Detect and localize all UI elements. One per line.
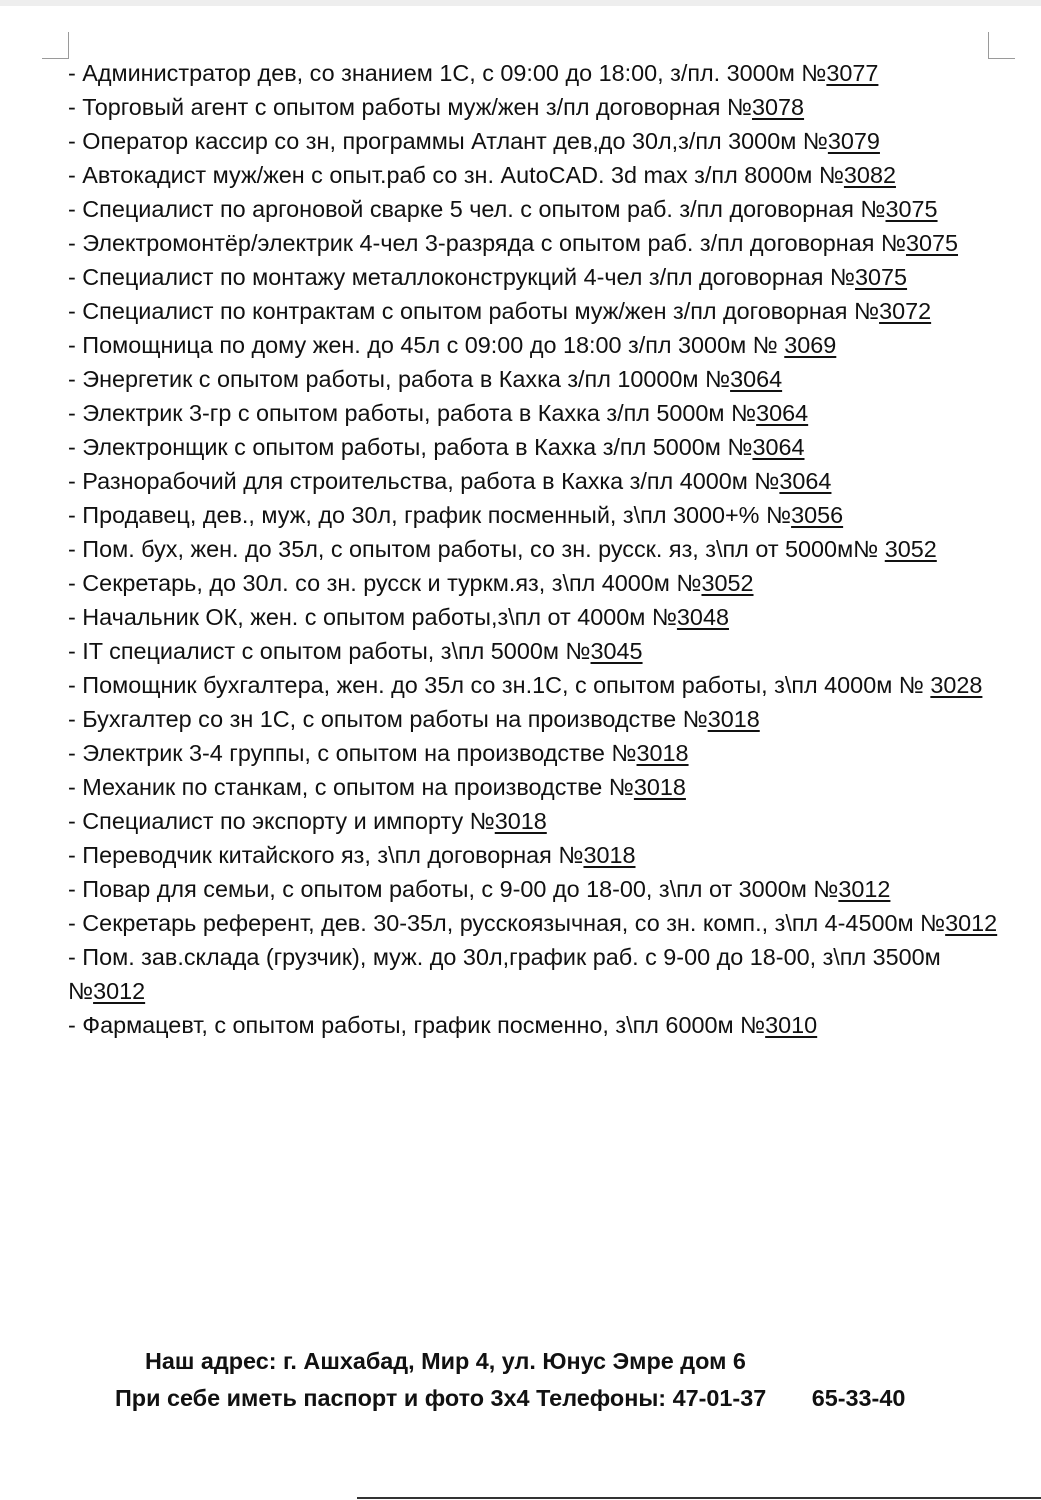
vacancy-number: 3052 — [884, 536, 937, 562]
vacancy-number: 3056 — [791, 502, 844, 528]
vacancy-number: 3064 — [756, 400, 809, 426]
vacancy-number: 3064 — [730, 366, 783, 392]
vacancy-number: 3048 — [676, 604, 729, 630]
vacancy-number: 3075 — [905, 230, 959, 256]
vacancy-text: - Механик по станкам, с опытом на производстве № — [68, 774, 634, 800]
vacancy-text: - Секретарь референт, дев. 30-35л, русскоязычная, со зн. комп., з\пл 4-4500м № — [68, 910, 946, 936]
vacancy-item — [68, 668, 998, 702]
vacancy-text: - Пом. зав.склада (грузчик), муж. до 30л,график раб. с 9-00 до 18-00, з\пл 3500м № — [68, 944, 941, 1004]
vacancy-text: - IT специалист с опытом работы, з\пл 5000м № — [68, 638, 591, 664]
vacancy-text: - Фармацевт, с опытом работы, график посменно, з\пл 6000м № — [68, 1012, 766, 1038]
top-strip — [0, 0, 1041, 6]
vacancy-text: - Администратор дев, со знанием 1С, с 09:00 до 18:00, з/пл. 3000м № — [68, 60, 827, 86]
vacancy-number: 3069 — [784, 332, 837, 358]
vacancy-number: 3012 — [945, 910, 998, 936]
vacancy-item — [68, 1008, 998, 1042]
vacancy-text: - Секретарь, до 30л. со зн. русск и туркм.яз, з\пл 4000м № — [68, 570, 702, 596]
vacancy-item — [68, 226, 998, 260]
vacancy-text: - Пом. бух, жен. до 35л, с опытом работы, со зн. русск. яз, з\пл от 5000м№ — [68, 536, 885, 562]
vacancy-text: - Переводчик китайского яз, з\пл договорная № — [68, 842, 584, 868]
vacancy-item — [68, 906, 998, 940]
vacancy-item — [68, 872, 998, 906]
vacancy-text: - Оператор кассир со зн, программы Атлант дев,до 30л,з/пл 3000м № — [68, 128, 828, 154]
address-line: Наш адрес: г. Ашхабад, Мир 4, ул. Юнус Эмре дом 6 — [145, 1348, 746, 1374]
vacancy-number: 3064 — [752, 434, 805, 460]
vacancy-number: 3052 — [701, 570, 754, 596]
vacancy-text: - Специалист по аргоновой сварке 5 чел. с опытом раб. з/пл договорная № — [68, 196, 886, 222]
vacancy-item — [68, 566, 998, 600]
vacancy-item — [68, 940, 998, 1008]
vacancy-item — [68, 532, 998, 566]
vacancy-text: - Специалист по монтажу металлоконструкций 4-чел з/пл договорная № — [68, 264, 856, 290]
vacancy-number: 3012 — [93, 978, 146, 1004]
vacancy-text: - Разнорабочий для строительства, работа в Кахка з/пл 4000м № — [68, 468, 780, 494]
vacancy-text: - Энергетик с опытом работы, работа в Кахка з/пл 10000м № — [68, 366, 731, 392]
vacancy-item — [68, 124, 998, 158]
vacancy-text: - Электрик 3-4 группы, с опытом на производстве № — [68, 740, 637, 766]
vacancy-item — [68, 430, 998, 464]
vacancy-text: - Помощница по дому жен. до 45л с 09:00 до 18:00 з/пл 3000м № — [68, 332, 785, 358]
vacancy-number: 3079 — [827, 128, 880, 154]
vacancy-number: 3012 — [838, 876, 891, 902]
vacancy-text: - Электромонтёр/электрик 4-чел 3-разряда с опытом раб. з/пл договорная № — [68, 230, 906, 256]
vacancy-item — [68, 260, 998, 294]
vacancy-number: 3072 — [879, 298, 932, 324]
vacancy-number: 3018 — [636, 740, 689, 766]
vacancy-item — [68, 804, 998, 838]
vacancy-item — [68, 634, 998, 668]
vacancy-number: 3028 — [930, 672, 983, 698]
vacancy-item — [68, 770, 998, 804]
vacancy-item — [68, 294, 998, 328]
vacancy-item — [68, 600, 998, 634]
vacancy-number: 3082 — [843, 162, 896, 188]
vacancy-text: - Электрик 3-гр с опытом работы, работа в Кахка з/пл 5000м № — [68, 400, 757, 426]
vacancy-text: - Специалист по контрактам с опытом работы муж/жен з/пл договорная № — [68, 298, 880, 324]
phone-number-1: 47-01-37 — [672, 1385, 767, 1411]
margin-corner-mark-right — [988, 32, 1015, 59]
vacancy-text: - Специалист по экспорту и импорту № — [68, 808, 495, 834]
vacancy-number: 3018 — [707, 706, 760, 732]
vacancy-number: 3075 — [885, 196, 938, 222]
vacancy-text: - Торговый агент с опытом работы муж/жен з/пл договорная № — [68, 94, 753, 120]
vacancy-item — [68, 702, 998, 736]
vacancy-item — [68, 90, 998, 124]
vacancy-number: 3018 — [633, 774, 686, 800]
phones-label: Телефоны: — [536, 1385, 667, 1411]
vacancy-item — [68, 396, 998, 430]
vacancy-item — [68, 498, 998, 532]
vacancy-item — [68, 464, 998, 498]
vacancy-text: - Помощник бухгалтера, жен. до 35л со зн.1С, с опытом работы, з\пл 4000м № — [68, 672, 931, 698]
vacancy-number: 3064 — [779, 468, 832, 494]
vacancy-text: - Бухгалтер со зн 1С, с опытом работы на производстве № — [68, 706, 708, 732]
vacancy-item — [68, 56, 998, 90]
vacancy-number: 3078 — [752, 94, 805, 120]
bottom-rule — [357, 1497, 1041, 1499]
vacancy-text: - Начальник ОК, жен. с опытом работы,з\пл от 4000м № — [68, 604, 677, 630]
vacancy-item — [68, 736, 998, 770]
vacancy-item — [68, 838, 998, 872]
documents-note: При себе иметь паспорт и фото 3х4 — [115, 1385, 530, 1411]
vacancy-number: 3077 — [826, 60, 879, 86]
margin-corner-mark-left — [42, 32, 69, 59]
vacancy-text: - Продавец, дев., муж, до 30л, график посменный, з\пл 3000+% № — [68, 502, 792, 528]
vacancy-number: 3075 — [855, 264, 908, 290]
vacancy-item — [68, 192, 998, 226]
vacancy-number: 3045 — [590, 638, 643, 664]
contact-line — [0, 1380, 1041, 1417]
vacancy-item — [68, 158, 998, 192]
vacancy-number: 3018 — [583, 842, 636, 868]
vacancy-text: - Электронщик с опытом работы, работа в Кахка з/пл 5000м № — [68, 434, 753, 460]
vacancy-list — [68, 56, 998, 1042]
vacancy-text: - Автокадист муж/жен с опыт.раб со зн. AutoCAD. 3d max з/пл 8000м № — [68, 162, 844, 188]
vacancy-item — [68, 328, 998, 362]
vacancy-item — [68, 362, 998, 396]
vacancy-text: - Повар для семьи, с опытом работы, с 9-00 до 18-00, з\пл от 3000м № — [68, 876, 839, 902]
vacancy-number: 3018 — [494, 808, 547, 834]
vacancy-number: 3010 — [765, 1012, 818, 1038]
footer — [0, 1343, 1041, 1417]
phone-number-2: 65-33-40 — [811, 1385, 906, 1411]
